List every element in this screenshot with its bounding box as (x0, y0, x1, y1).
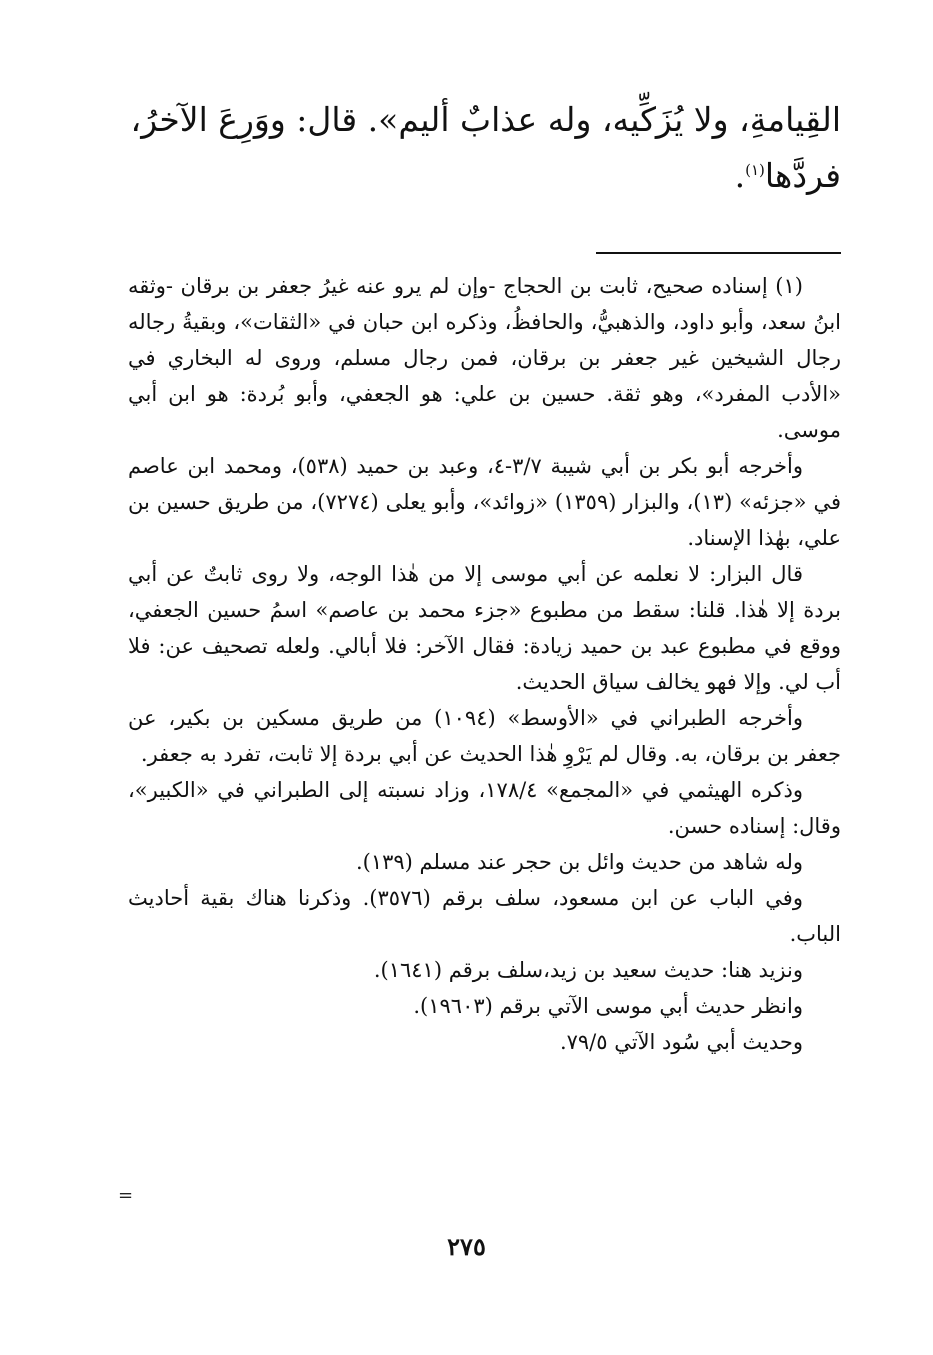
footnote-paragraph: ونزيد هنا: حديث سعيد بن زيد،سلف برقم (١٦٤١). (373, 958, 803, 982)
footnote-paragraph: وانظر حديث أبي موسى الآتي برقم (١٩٦٠٣). (413, 994, 803, 1018)
footnote-paragraph: وذكره الهيثمي في «المجمع» ١٧٨/٤، وزاد نسبته إلى الطبراني في «الكبير»، وقال: إسناده حسن. (128, 778, 841, 838)
footnote-paragraph: وله شاهد من حديث وائل بن حجر عند مسلم (١٣٩). (355, 850, 803, 874)
page-number: ٢٧٥ (447, 1232, 486, 1261)
footnote-reference: (١) (745, 161, 765, 179)
footnote-separator (596, 252, 841, 254)
main-text-line-2-end: . (734, 156, 746, 195)
main-text (128, 92, 841, 204)
footnote-paragraph: وحديث أبي سُود الآتي ٧٩/٥. (559, 1030, 803, 1054)
footnote-paragraph: وأخرجه أبو بكر بن أبي شيبة ٣/٧-٤، وعبد بن حميد (٥٣٨)، ومحمد ابن عاصم في «جزئه» (١٣)، والبزار (١٣٥٩) «زوائد»، وأبو يعلى (٧٢٧٤)، من طريق حسين بن علي، بهٰذا الإسناد. (128, 454, 841, 550)
main-text-line-1: القِيامةِ، ولا يُزَكِّيه، وله عذابٌ أليم». قال: ووَرِعَ الآخرُ، (130, 100, 841, 139)
footnote-paragraph: (١) إسناده صحيح، ثابت بن الحجاج -وإن لم يرو عنه غيرُ جعفر بن برقان -وثقه ابنُ سعد، وأبو داود، والذهبيُّ، والحافظُ، وذكره ابن حبان في «الثقات»، وبقيةُ رجاله رجال الشيخين غير جعفر بن برقان، فمن رجال مسلم، وروى له البخاري في «الأدب المفرد»، وهو ثقة. حسين بن علي: هو الجعفي، وأبو بُردة: هو ابن أبي موسى. (128, 274, 841, 442)
footnote-paragraph: وأخرجه الطبراني في «الأوسط» (١٠٩٤) من طريق مسكين بن بكير، عن جعفر بن برقان، به. وقال لم يَرْوِ هٰذا الحديث عن أبي بردة إلا ثابت، تفرد به جعفر. (128, 706, 841, 766)
footnote-paragraph: وفي الباب عن ابن مسعود، سلف برقم (٣٥٧٦). وذكرنا هناك بقية أحاديث الباب. (128, 886, 841, 946)
page-content (128, 92, 841, 1054)
footnote-paragraph: قال البزار: لا نعلمه عن أبي موسى إلا من هٰذا الوجه، ولا روى ثابتٌ عن أبي بردة إلا هٰذا. قلنا: سقط من مطبوع «جزء محمد بن عاصم» اسمُ حسين الجعفي، ووقع في مطبوع عبد بن حميد زيادة: فقال الآخر: فلا أبالي. ولعله تصحيف عن: فلا أب لي. وإلا فهو يخالف سياق الحديث. (128, 562, 841, 694)
continuation-mark: = (118, 1185, 134, 1206)
main-text-line-2: فردَّها (764, 156, 841, 195)
footnotes (128, 268, 841, 1060)
